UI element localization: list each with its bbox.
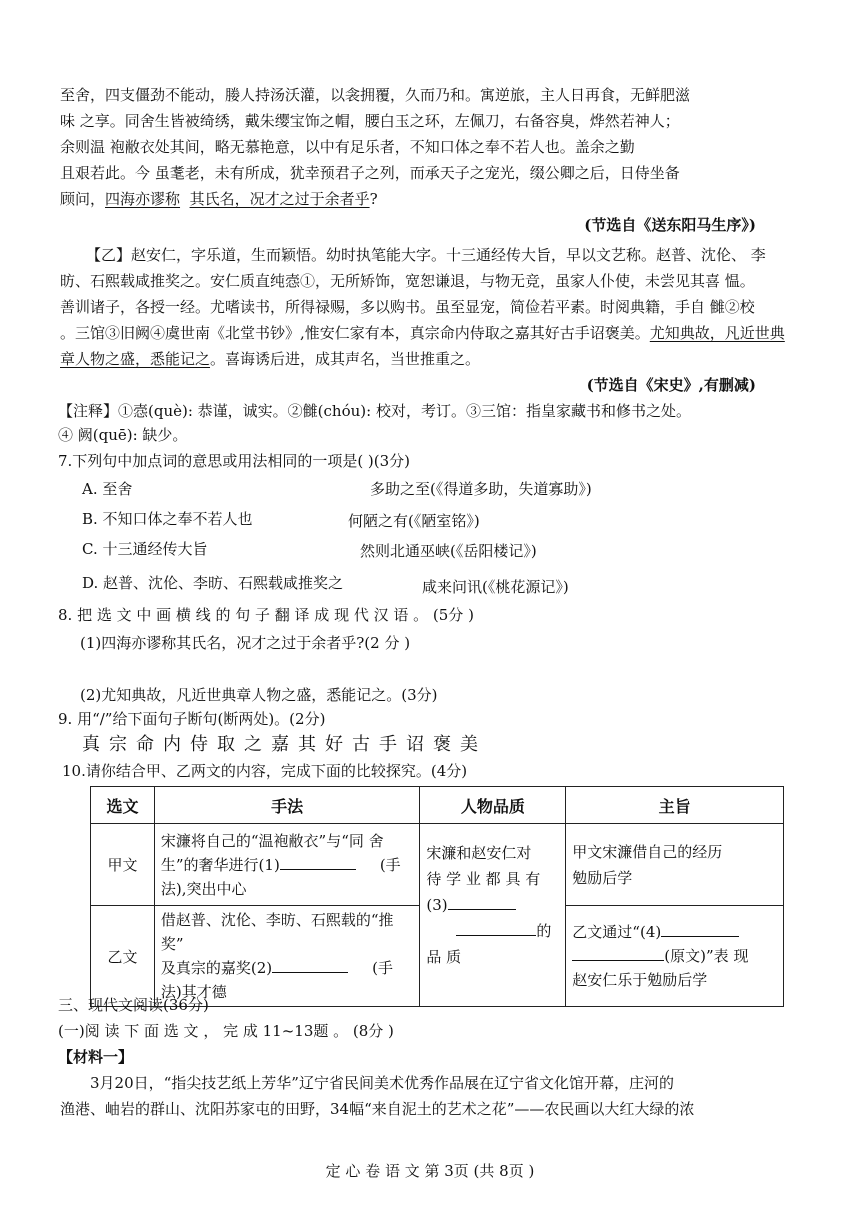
method-cell	[154, 906, 419, 1007]
material-1-line-2: 渔港、岫岩的群山、沈阳苏家屯的田野，34幅“来自泥土的艺术之花”——农民画以大红大绿的浓	[60, 1100, 695, 1118]
jia-gap	[180, 190, 190, 208]
jia-line-3: 余则温 袍敝衣处其间，略无慕艳意，以中有足乐者，不知口体之奉不若人也。盖余之勤	[60, 138, 635, 156]
comparison-table	[90, 786, 784, 1007]
jia-underlined-a: 四海亦谬称	[105, 190, 181, 208]
cell-text: (手	[379, 855, 401, 874]
header-cell: 手法	[154, 787, 419, 824]
cell-text: 乙文通过“(4)	[572, 923, 662, 941]
jia-underlined-b: 其氏名，况才之过于余者乎	[189, 190, 370, 208]
cell-text	[161, 956, 413, 980]
material-1-line-1: 3月20日，“指尖技艺纸上芳华”辽宁省民间美术优秀作品展在辽宁省文化馆开幕，庄河的	[90, 1074, 674, 1092]
yi-line-2: 昉、石熙载咸推奖之。安仁质直纯悫①，无所矫饰，宽恕谦退，与物无竞，虽家人仆使，未尝见其喜 愠。	[60, 272, 755, 290]
question-7: 7.下列句中加点词的意思或用法相同的一项是( )(3分)	[58, 452, 411, 470]
q7-option-c-right: 然则北通巫峡(《岳阳楼记》)	[360, 542, 537, 560]
yi-underlined-b: 章人物之盛，悉能记之	[60, 350, 211, 368]
cell-text: (手	[372, 959, 393, 977]
header-cell: 人物品质	[420, 787, 566, 824]
cell-text: (3)	[426, 896, 448, 914]
row-name: 甲文	[91, 824, 155, 906]
method-cell	[154, 824, 419, 906]
q7-option-b-right: 何陋之有(《陋室铭》)	[348, 512, 480, 530]
yi-source: (节选自《宋史》,有删减)	[586, 376, 756, 394]
q9-sentence: 真宗命内侍取之嘉其好古手诏褒美	[82, 734, 487, 755]
cell-text: 的	[536, 922, 552, 940]
cell-text: 宋濂和赵安仁对	[426, 844, 532, 862]
cell-text: 法),突出中心	[160, 879, 247, 898]
cell-text: 品 质	[426, 948, 462, 966]
q7-option-d-left: D. 赵普、沈伦、李昉、石熙载咸推奖之	[82, 574, 344, 592]
header-cell: 主旨	[566, 787, 784, 824]
jia-line-2: 味 之享。同舍生皆被绮绣，戴朱缨宝饰之帽，腰白玉之环，左佩刀，右备容臭，烨然若神人；	[60, 112, 680, 130]
cell-text: 赵安仁乐于勉励后学	[572, 971, 708, 989]
answer-blank-2[interactable]	[272, 972, 348, 973]
question-8-1: (1)四海亦谬称其氏名，况才之过于余者乎?(2 分 )	[80, 634, 411, 652]
answer-blank-4[interactable]	[661, 936, 739, 937]
jia-source: (节选自《送东阳马生序》)	[584, 216, 756, 234]
cell-text	[572, 944, 777, 968]
question-10: 10.请你结合甲、乙两文的内容，完成下面的比较探究。(4分)	[62, 762, 468, 780]
q7-option-c-left: C. 十三通经传大旨	[82, 540, 208, 558]
material-1-label: 【材料一】	[58, 1048, 134, 1066]
answer-blank-4b[interactable]	[572, 960, 664, 961]
q7-option-a-left: A. 至舍	[82, 480, 133, 498]
q7-option-a-right: 多助之至(《得道多助，失道寡助》)	[370, 480, 592, 498]
cell-text: 宋濂将自己的“温袍敝衣”与“同 舍	[160, 831, 384, 850]
yi-line-4	[60, 322, 785, 344]
q7-option-b-left: B. 不知口体之奉不若人也	[82, 510, 253, 528]
cell-text: 及真宗的嘉奖(2)	[160, 959, 273, 977]
jia-text: 顾问，	[60, 190, 106, 208]
table-row	[91, 824, 784, 906]
jia-end: ?	[369, 190, 378, 208]
cell-text: 勉励后学	[572, 868, 633, 887]
cell-text	[426, 918, 559, 944]
table-header-row	[91, 787, 784, 824]
cell-text	[426, 892, 559, 918]
yi-line-1: 【乙】赵安仁，字乐道，生而颖悟。幼时执笔能大字。十三通经传大旨，早以文艺称。赵普、沈伦、 李	[86, 246, 766, 264]
jia-line-5	[60, 188, 378, 210]
theme-cell	[566, 824, 784, 906]
jia-line-1: 至舍，四支僵劲不能动，媵人持汤沃灌，以衾拥覆，久而乃和。寓逆旅，主人日再食，无鲜肥滋	[60, 86, 691, 104]
notes-line-1: 【注释】①悫(què): 恭谨，诚实。②雠(chóu): 校对，考订。③三馆：指皇家藏书和修书之处。	[58, 402, 691, 420]
cell-text: 借赵普、沈伦、李昉、石熙载的“推 奖”	[160, 911, 394, 953]
question-8-2: (2)尤知典故，凡近世典章人物之盛，悉能记之。(3分)	[80, 686, 438, 704]
answer-blank-1[interactable]	[280, 869, 356, 870]
yi-line-3: 善训诸子，各授一经。尤嗜读书，所得禄赐，多以购书。虽至显宠，简俭若平素。时阅典籍，手自 雠②校	[60, 298, 755, 316]
q7-option-d-right: 咸来问讯(《桃花源记》)	[422, 578, 569, 596]
question-8: 8. 把 选 文 中 画 横 线 的 句 子 翻 译 成 现 代 汉 语 。 (5分 )	[58, 606, 474, 624]
cell-text	[572, 920, 777, 944]
answer-blank-3b[interactable]	[456, 935, 536, 936]
question-9: 9. 用“/”给下面句子断句(断两处)。(2分)	[58, 710, 326, 728]
cell-text: (原文)”表 现	[664, 947, 749, 965]
answer-blank-3[interactable]	[448, 909, 516, 910]
yi-line-5	[60, 348, 480, 370]
subsection-1-title: (一)阅 读 下 面 选 文 ， 完 成 11~13题 。 (8分 )	[58, 1022, 394, 1040]
row-name: 乙文	[91, 906, 155, 1007]
quality-cell	[420, 824, 566, 1007]
page-footer: 定 心 卷 语 文 第 3页 (共 8页 )	[325, 1162, 535, 1180]
cell-text: 甲文宋濂借自己的经历	[572, 842, 723, 861]
yi-text: 。三馆③旧阙④虞世南《北堂书钞》,惟安仁家有本，真宗命内侍取之嘉其好古手诏褒美。	[60, 324, 650, 342]
header-cell: 选文	[91, 787, 155, 824]
cell-text: 生”的奢华进行(1)	[160, 855, 280, 874]
theme-cell	[566, 906, 784, 1007]
cell-text: 待 学 业 都 具 有	[426, 870, 541, 888]
cell-text: 法)其才德	[160, 983, 227, 1001]
jia-line-4: 且艰若此。今 虽耄老，未有所成，犹幸预君子之列，而承天子之宠光，缀公卿之后，日侍坐备	[60, 164, 680, 182]
section-3-title: 三、现代文阅读(36分)	[58, 996, 209, 1014]
yi-tail: 。喜诲诱后进，成其声名，当世推重之。	[210, 350, 481, 368]
yi-underlined-a: 尤知典故，凡近世典	[649, 324, 785, 342]
cell-text	[161, 853, 413, 877]
notes-line-2: ④ 阙(quē): 缺少。	[58, 426, 188, 444]
